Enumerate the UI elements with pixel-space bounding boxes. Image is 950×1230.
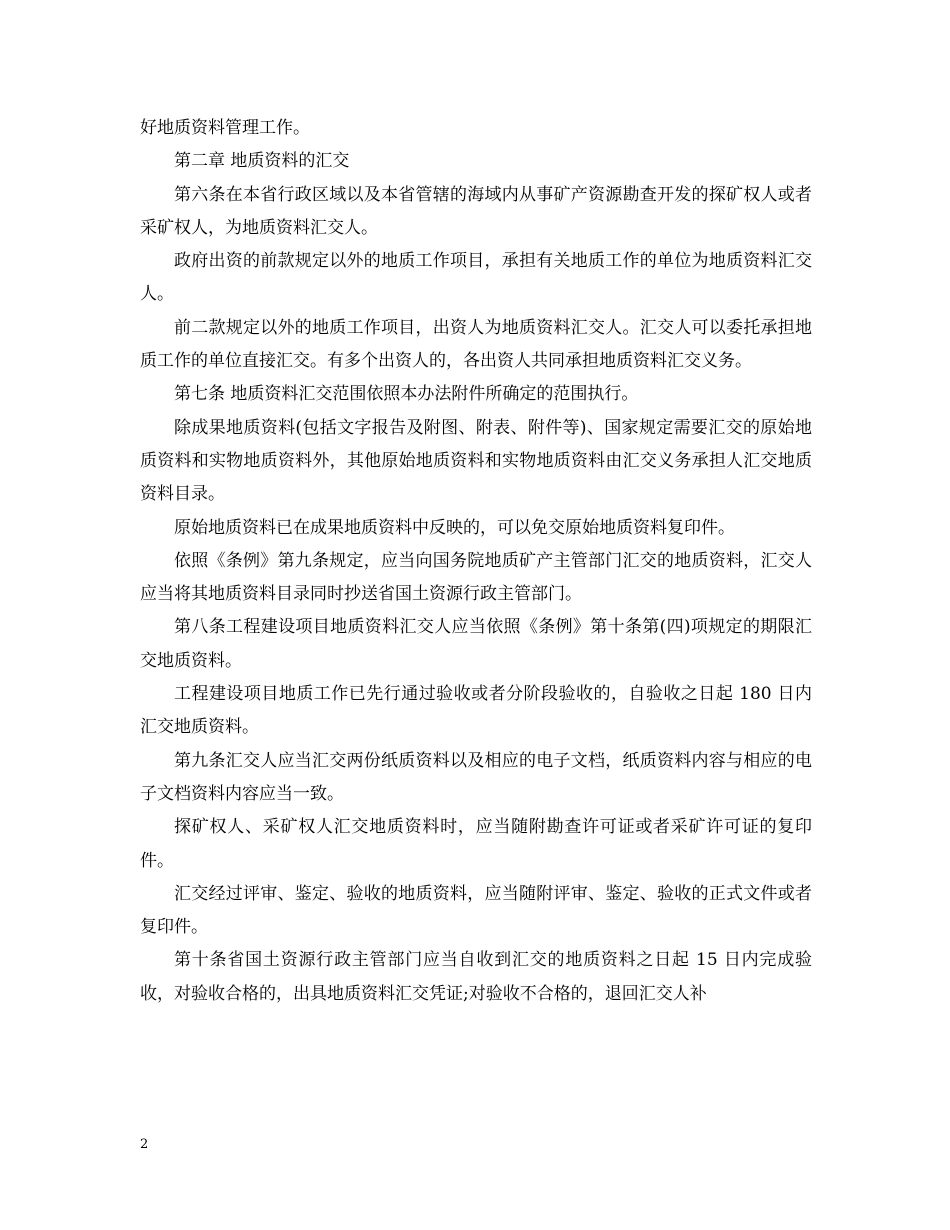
paragraph: 第八条工程建设项目地质资料汇交人应当依照《条例》第十条第(四)项规定的期限汇交地质资料。 [140, 617, 812, 671]
paragraph: 第十条省国土资源行政主管部门应当自收到汇交的地质资料之日起 15 日内完成验收，对验收合格的，出具地质资料汇交凭证;对验收不合格的，退回汇交人补 [140, 950, 812, 1004]
paragraph: 第九条汇交人应当汇交两份纸质资料以及相应的电子文档，纸质资料内容与相应的电子文档资料内容应当一致。 [140, 750, 812, 804]
paragraph: 原始地质资料已在成果地质资料中反映的，可以免交原始地质资料复印件。 [174, 517, 735, 538]
paragraph: 第六条在本省行政区域以及本省管辖的海域内从事矿产资源勘查开发的探矿权人或者采矿权人，为地质资料汇交人。 [140, 184, 812, 238]
document-body [140, 112, 812, 1011]
paragraph: 汇交经过评审、鉴定、验收的地质资料，应当随附评审、鉴定、验收的正式文件或者复印件。 [140, 883, 812, 938]
paragraph: 第二章 地质资料的汇交 [174, 151, 350, 172]
paragraph: 好地质资料管理工作。 [140, 118, 310, 138]
paragraph: 工程建设项目地质工作已先行通过验收或者分阶段验收的，自验收之日起 180 日内汇交地质资料。 [140, 684, 812, 738]
paragraph: 政府出资的前款规定以外的地质工作项目，承担有关地质工作的单位为地质资料汇交人。 [140, 251, 812, 305]
paragraph: 探矿权人、采矿权人汇交地质资料时，应当随附勘查许可证或者采矿许可证的复印件。 [140, 817, 812, 871]
paragraph: 第七条 地质资料汇交范围依照本办法附件所确定的范围执行。 [174, 384, 639, 405]
page-number: 2 [140, 1137, 149, 1152]
paragraph: 依照《条例》第九条规定，应当向国务院地质矿产主管部门汇交的地质资料，汇交人应当将其地质资料目录同时抄送省国土资源行政主管部门。 [140, 550, 812, 605]
paragraph: 除成果地质资料(包括文字报告及附图、附表、附件等)、国家规定需要汇交的原始地质资料和实物地质资料外，其他原始地质资料和实物地质资料由汇交义务承担人汇交地质资料目录。 [140, 417, 812, 505]
paragraph: 前二款规定以外的地质工作项目，出资人为地质资料汇交人。汇交人可以委托承担地质工作的单位直接汇交。有多个出资人的，各出资人共同承担地质资料汇交义务。 [140, 317, 812, 372]
